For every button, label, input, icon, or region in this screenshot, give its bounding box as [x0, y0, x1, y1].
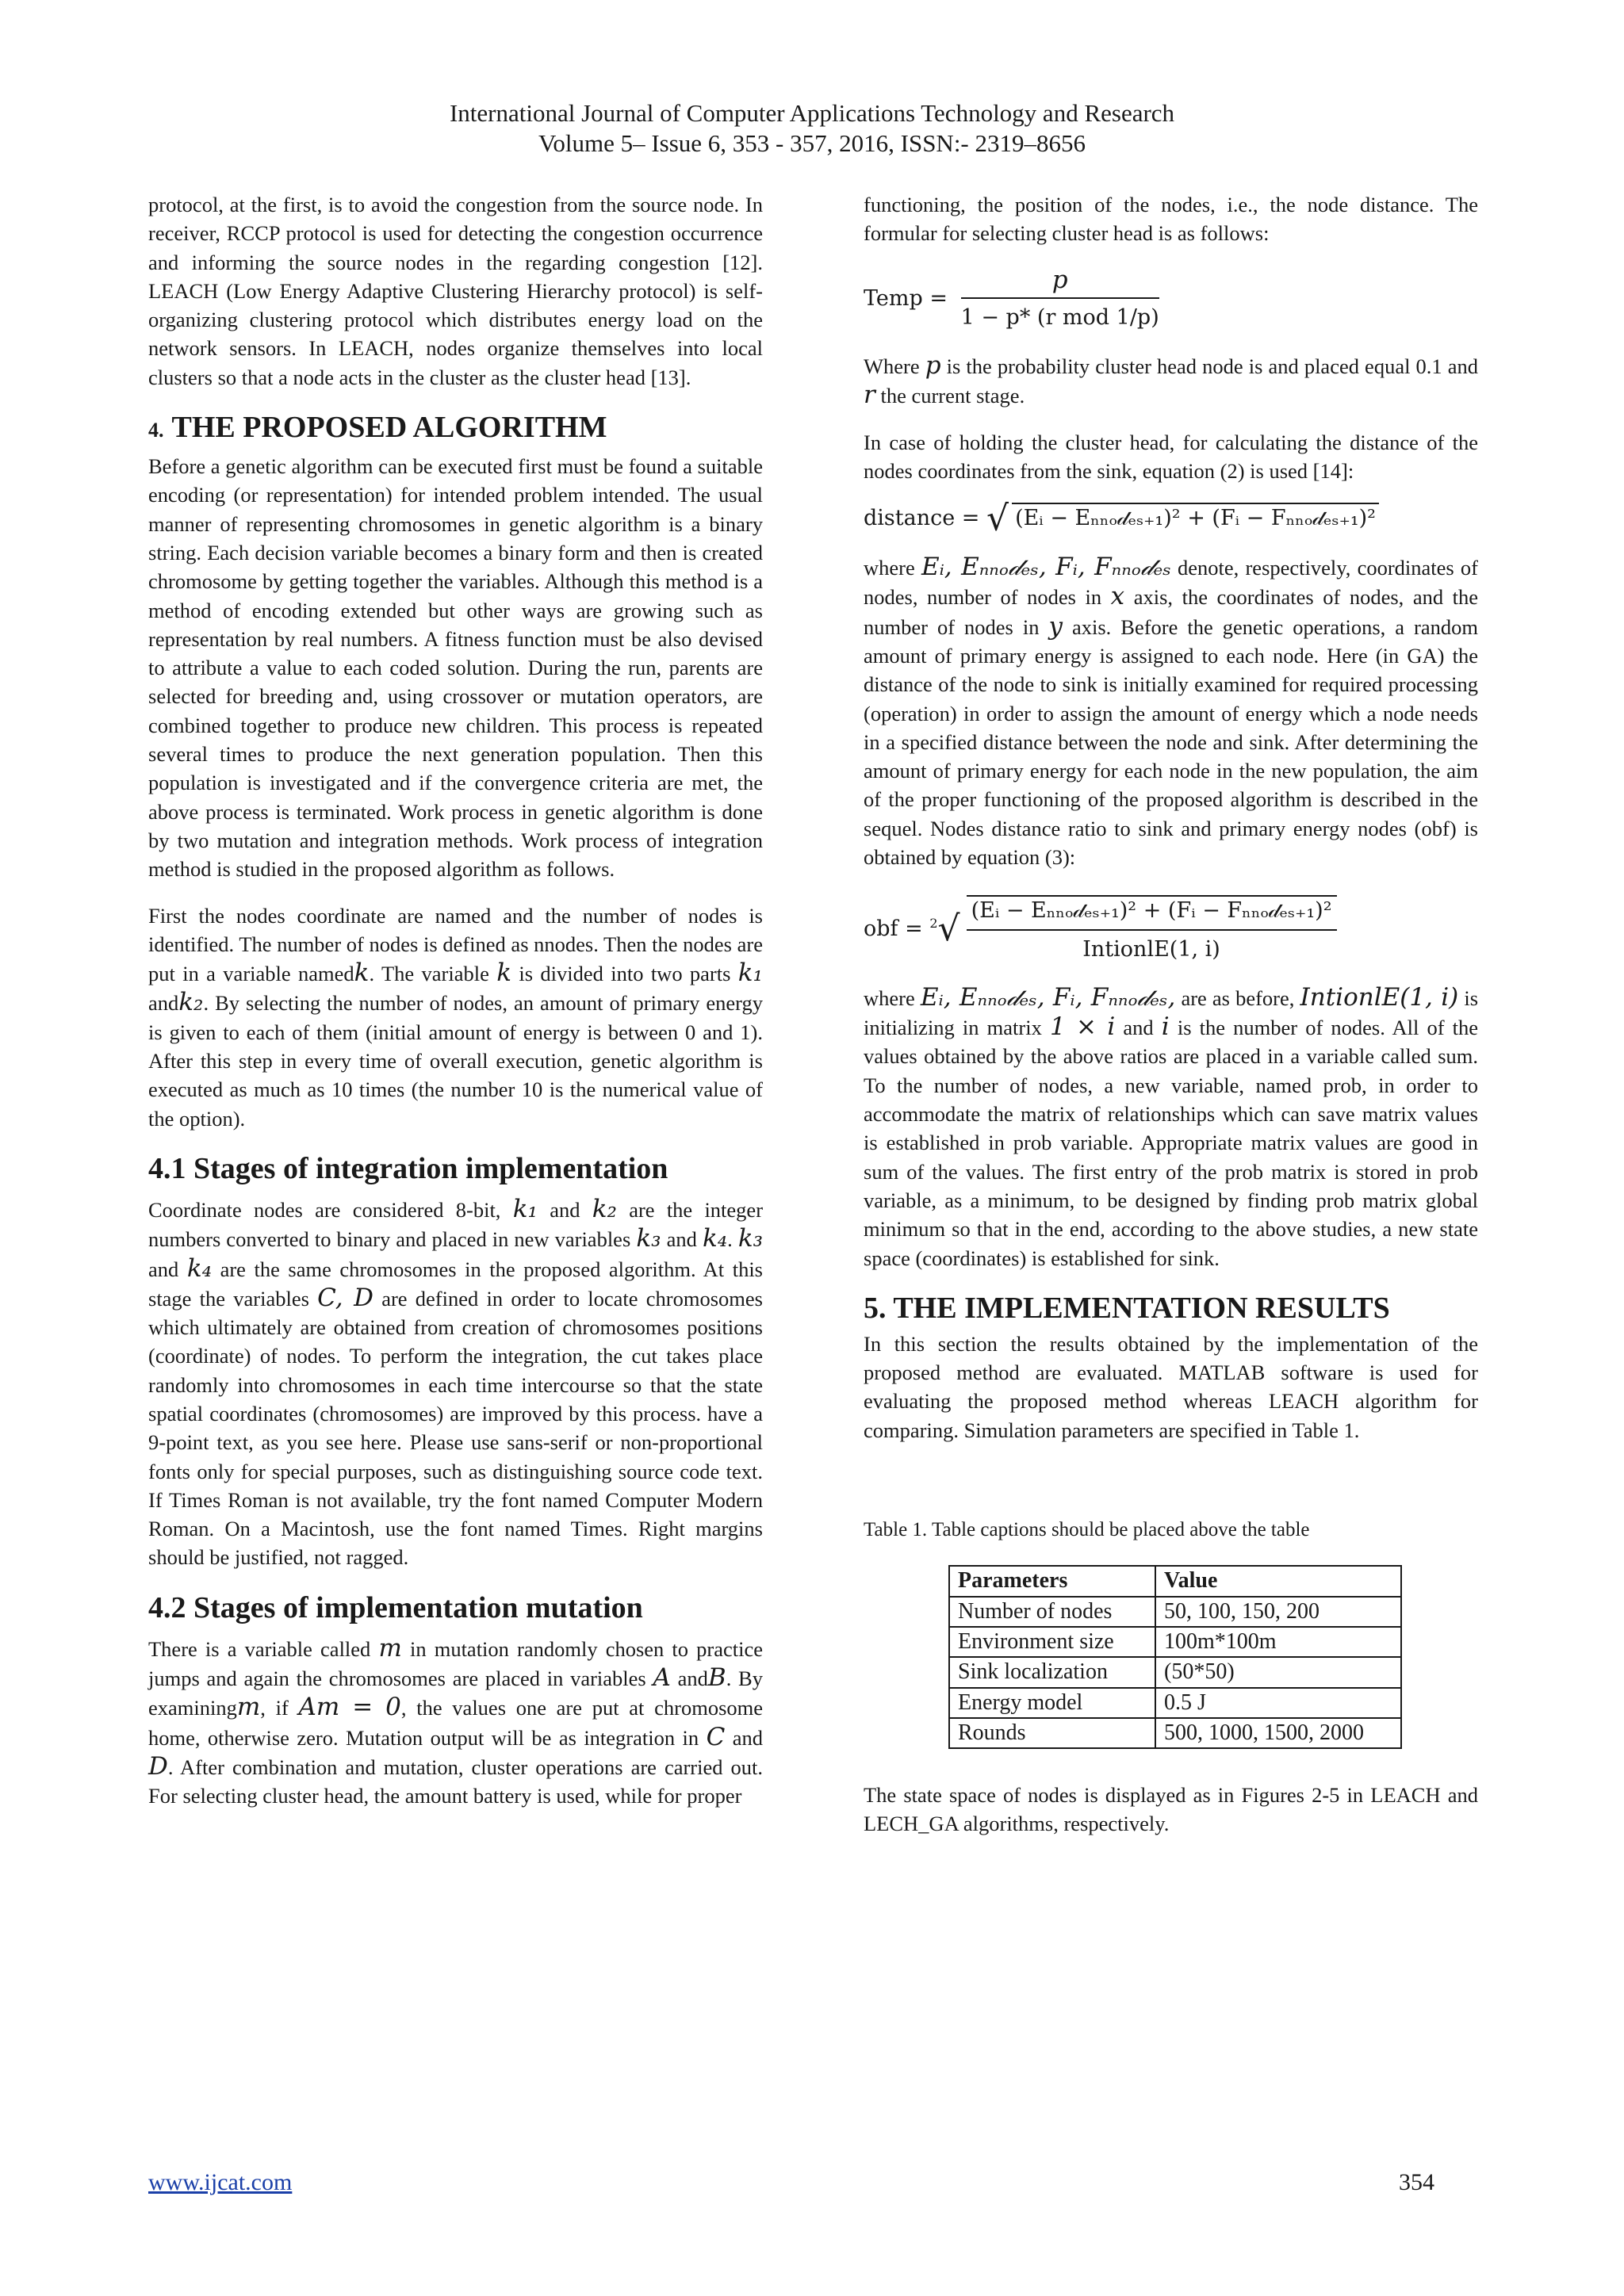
- table-cell: 500, 1000, 1500, 2000: [1155, 1718, 1401, 1748]
- equation-1: Temp = $\frac{p}{\text{1 − p* (r mod 1/p)}}$: [864, 266, 1478, 333]
- section-4-1-paragraph: Coordinate nodes are considered 8-bit, k₁ and k₂ are the integer numbers converted to binary and placed in new variables k₃ and k₄. k₃ and k₄ are the same chromosomes in the proposed algorithm. At this stage the variables C, D are defined in order to locate chromosomes which ultimately are obtained from creation of chromosomes positions (coordinate) of nodes. To perform the integration, the cut takes place randomly into chromosomes in each time intercourse so that the state spatial coordinates (chromosomes) are improved by this process. have a 9-point text, as you see here. Please use sans-serif or non-proportional fonts only for special purposes, such as distinguishing source code text. If Times Roman is not available, try the font named Computer Modern Roman. On a Macintosh, use the font named Times. Right margins should be justified, not ragged.: [148, 1194, 764, 1570]
- table-row: [949, 1657, 1401, 1687]
- section-4-heading: [148, 409, 763, 449]
- section-4-1-heading: 4.1 Stages of integration implementation: [148, 1151, 668, 1185]
- journal-website-link[interactable]: www.ijcat.com: [148, 2169, 293, 2195]
- where-1-paragraph: Where p is the probability cluster head node is and placed equal 0.1 and r the current stage.: [864, 351, 1479, 410]
- table-cell: Energy model: [949, 1688, 1155, 1718]
- section-4-number: 4.: [148, 419, 164, 442]
- table-header-cell: Parameters: [949, 1566, 1155, 1596]
- left-column: [148, 190, 763, 1828]
- sqrt-symbol: √: [986, 498, 1009, 539]
- intro-paragraph: protocol, at the first, is to avoid the congestion from the source node. In receiver, RCCP protocol is used for detecting the congestion occurrence and informing the source nodes in the regarding congestion [12]. LEACH (Low Energy Adaptive Clustering Hierarchy protocol) is self-organizing clustering protocol which distributes energy load on the network sensors. In LEACH, nodes organize themselves into local clusters so that a node acts in the cluster as the cluster head [13].: [148, 193, 763, 389]
- equation-2: distance = √ (Eᵢ − Eₙₙₒ𝒹ₑₛ₊₁)² + (Fᵢ − Fₙₙₒ𝒹ₑₛ₊₁)²: [864, 503, 1478, 534]
- table-header-row: [949, 1566, 1401, 1596]
- section-4-2-paragraph: There is a variable called m in mutation randomly chosen to practice jumps and again the chromosomes are placed in variables A andB. By examiningm, if Am = 0, the values one are put at chromosome home, otherwise zero. Mutation output will be as integration in C and D. After combination and mutation, cluster operations are carried out. For selecting cluster head, the amount battery is used, while for proper: [148, 1633, 764, 1808]
- table-cell: Rounds: [949, 1718, 1155, 1748]
- root-index: 2: [929, 916, 938, 932]
- section-5-heading: 5. THE IMPLEMENTATION RESULTS: [864, 1291, 1390, 1325]
- section-4-paragraph: Before a genetic algorithm can be executed first must be found a suitable encoding (or representation) for intended problem intended. The usual manner of representing chromosomes in genetic algorithm is a binary string. Each decision variable becomes a binary form and then is created chromosome by getting together the variables. Although this method is a method of encoding extended but other ways are growing such as representation by real numbers. A fitness function must be also devised to attribute a value to each coded solution. During the run, parents are selected for breeding and, using crossover or mutation operators, are combined together to produce new children. This process is repeated several times to produce the next generation population. Then this population is investigated and if the convergence criteria are met, the above process is terminated. Work process in genetic algorithm is done by two mutation and integration methods. Work process of integration method is studied in the proposed algorithm as follows.: [148, 454, 763, 882]
- table-header-cell: Value: [1155, 1566, 1401, 1596]
- where-3-paragraph: where Eᵢ, Eₙₙₒ𝒹ₑₛ, Fᵢ, Fₙₙₒ𝒹ₑₛ, are as before, IntionlE(1, i) is initializing in matrix 1 × i and i is the number of nodes. All of the values obtained by the above ratios are placed in a variable called sum. To the number of nodes, a new variable, named prob, in order to accommodate the matrix of relationships which can save matrix values is established in prob variable. Appropriate matrix values are good in sum of the values. The first entry of the prob matrix is stored in prob variable, as a minimum, to be designed by finding prob matrix global minimum so that in the end, according to the above studies, a new state space (coordinates) is established for sink.: [864, 982, 1479, 1270]
- state-space-paragraph: The state space of nodes is displayed as in Figures 2-5 in LEACH and LECH_GA algorithms, respectively.: [864, 1783, 1478, 1836]
- parameters-table: [948, 1565, 1402, 1749]
- table-cell: Sink localization: [949, 1657, 1155, 1687]
- table-row: [949, 1688, 1401, 1718]
- sqrt-symbol: √: [937, 909, 960, 950]
- section-5-paragraph: In this section the results obtained by the implementation of the proposed method are evaluated. MATLAB software is used for evaluating the proposed method whereas LEACH algorithm for comparing. Simulation parameters are specified in Table 1.: [864, 1331, 1478, 1442]
- journal-volume: Volume 5– Issue 6, 353 - 357, 2016, ISSN:- 2319–8656: [538, 129, 1086, 157]
- equation-1-fraction: $\frac{p}{\text{1 − p* (r mod 1/p)}}$: [960, 265, 1159, 330]
- table-caption: Table 1. Table captions should be placed above the table: [864, 1519, 1310, 1541]
- page-number: 354: [1399, 2169, 1434, 2195]
- nodes-paragraph: First the nodes coordinate are named and the number of nodes is identified. The number of nodes is defined as nnodes. Then the nodes are put in a variable namedk. The variable k is divided into two parts k₁ andk₂. By selecting the number of nodes, an amount of primary energy is given to each of them (initial amount of energy is between 0 and 1). After this step in every time of overall execution, genetic algorithm is executed as much as 10 times (the number 10 is the numerical value of the option).: [148, 903, 764, 1131]
- distance-paragraph: In case of holding the cluster head, for calculating the distance of the nodes coordinates from the sink, equation (2) is used [14]:: [864, 430, 1478, 484]
- functioning-paragraph: functioning, the position of the nodes, i.e., the node distance. The formular for selecting cluster head is as follows:: [864, 193, 1478, 246]
- equation-3: obf = $^2$√ $\frac{\text{(Eᵢ − Eₙₙₒ𝒹ₑₛ₊₁)² + (Fᵢ − Fₙₙₒ𝒹ₑₛ₊₁)²}}{\text{IntionlE(1, i)}}$: [864, 895, 1478, 964]
- journal-header: [0, 98, 1624, 159]
- table-cell: Environment size: [949, 1627, 1155, 1657]
- section-4-title: THE PROPOSED ALGORITHM: [171, 411, 607, 445]
- table-row: [949, 1718, 1401, 1748]
- equation-3-fraction: $\frac{\text{(Eᵢ − Eₙₙₒ𝒹ₑₛ₊₁)² + (Fᵢ − Fₙₙₒ𝒹ₑₛ₊₁)²}}{\text{IntionlE(1, i)}}$: [967, 895, 1337, 964]
- journal-title: International Journal of Computer Applications Technology and Research: [449, 99, 1175, 127]
- right-column: [864, 190, 1478, 1856]
- table-cell: (50*50): [1155, 1657, 1401, 1687]
- table-cell: 0.5 J: [1155, 1688, 1401, 1718]
- table-cell: 50, 100, 150, 200: [1155, 1597, 1401, 1627]
- table-row: [949, 1627, 1401, 1657]
- table-cell: 100m*100m: [1155, 1627, 1401, 1657]
- where-2-paragraph: where Eᵢ, Eₙₙₒ𝒹ₑₛ, Fᵢ, Fₙₙₒ𝒹ₑₛ denote, respectively, coordinates of nodes, number of nodes in x axis, the coordinates of nodes, and the number of nodes in y axis. Before the genetic operations, a random amount of primary energy is assigned to each node. Here (in GA) the distance of the node to sink is initially examined for required processing (operation) in order to assign the amount of energy which a node needs in a specified distance between the node and sink. After determining the amount of primary energy for each node in the new population, the aim of the proper functioning of the proposed algorithm is described in the sequel. Nodes distance ratio to sink and primary energy nodes (obf) is obtained by equation (3):: [864, 553, 1479, 869]
- table-row: [949, 1597, 1401, 1627]
- table-cell: Number of nodes: [949, 1597, 1155, 1627]
- section-4-2-heading: 4.2 Stages of implementation mutation: [148, 1590, 643, 1624]
